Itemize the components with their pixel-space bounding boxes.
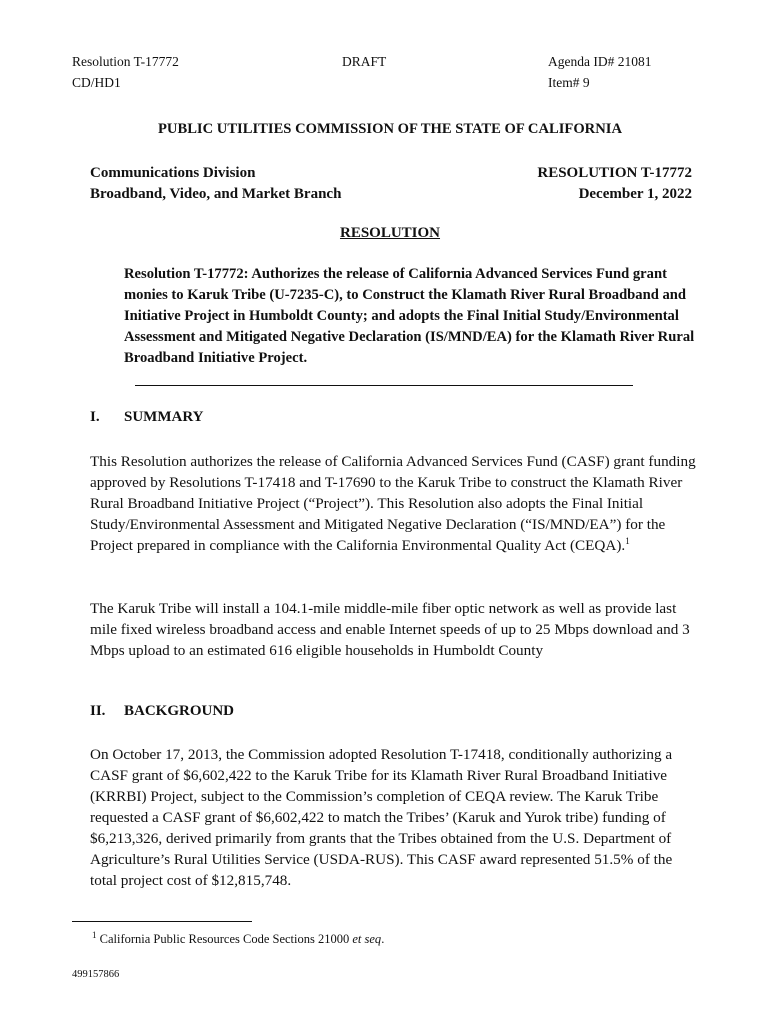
commission-title: PUBLIC UTILITIES COMMISSION OF THE STATE OF CALIFORNIA <box>158 121 622 137</box>
resolution-number-header: Resolution T-17772 <box>72 54 179 69</box>
resolution-number: RESOLUTION T-17772 <box>537 165 692 181</box>
section-1-number: I. <box>90 409 100 425</box>
summary-divider <box>135 385 633 386</box>
background-paragraph-1: On October 17, 2013, the Commission adopted Resolution T-17418, conditionally authorizing a CASF grant of $6,602,422 to the Karuk Tribe for its Klamath River Rural Broadband Initiative (KRRBI) Project, subject to the Commission’s completion of CEQA review. The Karuk Tribe requested a CASF grant of $6,602,422 to match the Tribes’ (Karuk and Yurok tribe) funding of $6,213,326, derived primarily from grants that the Tribes obtained from the U.S. Department of Agriculture’s Rural Utilities Service (USDA-RUS). This CASF award represented 51.5% of the total project cost of $12,815,748. <box>90 746 673 889</box>
footnote-end: . <box>381 932 385 946</box>
footnote-text: California Public Resources Code Sections 21000 <box>99 932 350 946</box>
footnote <box>92 929 385 947</box>
document-number: 499157866 <box>72 969 120 980</box>
footnote-italic: et seq <box>352 932 382 946</box>
draft-label: DRAFT <box>342 54 387 69</box>
division-name: Communications Division <box>90 165 256 181</box>
summary-paragraph-1 <box>90 451 700 556</box>
division-block <box>90 163 341 205</box>
section-1-title: SUMMARY <box>124 409 204 425</box>
footnote-number: 1 <box>92 929 97 940</box>
footnote-divider <box>72 921 252 922</box>
header-right <box>548 51 651 93</box>
resolution-heading: RESOLUTION <box>339 225 441 241</box>
branch-name: Broadband, Video, and Market Branch <box>90 186 342 202</box>
item-number: Item# 9 <box>548 75 590 90</box>
division-code: CD/HD1 <box>72 75 121 90</box>
section-2-title: BACKGROUND <box>124 703 235 719</box>
summary-paragraph-2: The Karuk Tribe will install a 104.1-mile middle-mile fiber optic network as well as provide last mile fixed wireless broadband access and enable Internet speeds of up to 25 Mbps download and 3 Mbps upload to an estimated 616 eligible households in Humboldt County <box>90 600 690 659</box>
resolution-id-block <box>537 163 692 205</box>
resolution-summary: Resolution T-17772: Authorizes the release of California Advanced Services Fund grant monies to Karuk Tribe (U-7235-C), to Construct the Klamath River Rural Broadband and Initiative Project in Humboldt County; and adopts the Final Initial Study/Environmental Assessment and Mitigated Negative Declaration (IS/MND/EA) for the Klamath River Rural Broadband Initiative Project. <box>124 266 695 366</box>
footnote-ref[interactable]: 1 <box>625 535 630 546</box>
agenda-id: Agenda ID# 21081 <box>548 54 652 69</box>
summary-paragraph-1-text: This Resolution authorizes the release of California Advanced Services Fund (CASF) grant funding approved by Resolutions T-17418 and T-17690 to the Karuk Tribe to construct the Klamath River Rural Broadband Initiative Project (“Project”). This Resolution also adopts the Final Initial Study/Environmental Assessment and Mitigated Negative Declaration (“IS/MND/EA”) for the Project prepared in compliance with the California Environmental Quality Act (CEQA). <box>90 453 696 554</box>
resolution-date: December 1, 2022 <box>578 186 692 202</box>
section-2-number: II. <box>90 703 106 719</box>
header-left <box>72 51 179 93</box>
